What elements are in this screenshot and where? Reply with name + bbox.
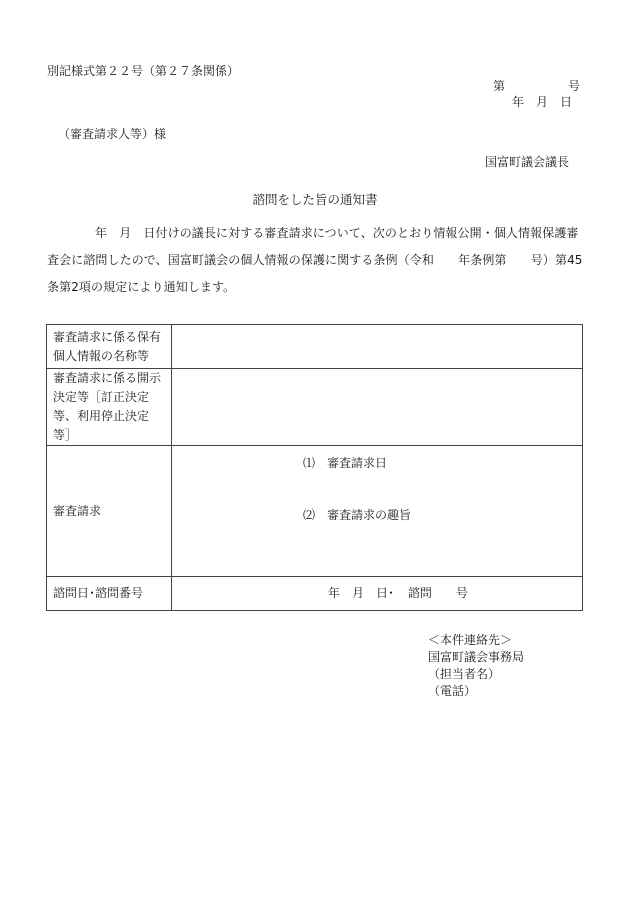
addressee: （審査請求人等）様 [58,127,167,141]
document-title: 諮問をした旨の通知書 [252,192,378,207]
row-value [172,325,583,369]
row-value [172,369,583,446]
document-number-prefix: 第 [493,79,506,93]
table-row [47,325,583,369]
row-label: 審査請求に係る開示決定等［訂正決定等、利用停止決定等］ [47,369,172,446]
request-date-item: ⑴ 審査請求日 [303,456,388,470]
request-purpose-item: ⑵ 審査請求の趣旨 [303,508,412,522]
body-paragraph: 年 月 日付けの議長に対する審査請求について、次のとおり情報公開・個人情報保護審査会に諮問したので、国富町議会の個人情報の保護に関する条例（令和 年条例第 号）第45条第2項の規定により通知します。 [47,226,583,294]
table-row [47,577,583,611]
row-value [172,446,583,577]
contact-heading: ＜本件連絡先＞ [428,633,513,647]
table-row [47,369,583,446]
row-value: 年 月 日･ 諮問 号 [172,577,583,611]
table-row [47,446,583,577]
form-number: 別記様式第２２号（第２７条関係） [47,64,240,78]
row-label: 諮問日･諮問番号 [47,577,172,611]
row-label: 審査請求 [47,446,172,577]
contact-phone: （電話） [428,684,477,698]
contact-person: （担当者名） [428,667,501,681]
row-label: 審査請求に係る保有個人情報の名称等 [47,325,172,369]
contact-office: 国富町議会事務局 [428,650,525,664]
contact-block [428,632,524,700]
sender: 国富町議会議長 [485,155,570,169]
info-table [46,324,583,611]
document-number-suffix: 号 [568,79,581,93]
issue-date: 年 月 日 [512,95,573,109]
